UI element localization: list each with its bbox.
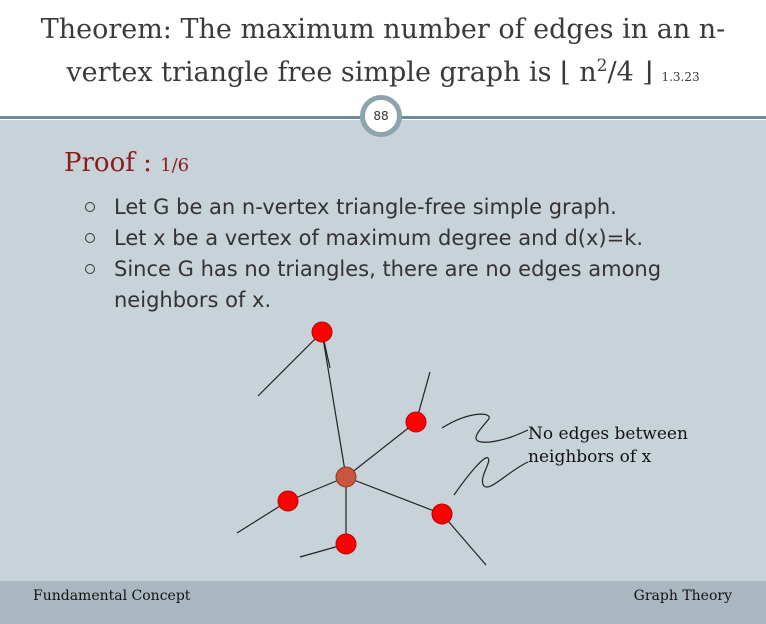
theorem-reference: 1.3.23: [661, 70, 700, 84]
annotation-line-1: No edges between: [528, 424, 688, 444]
title-line-2-end: /4 ⌋: [607, 57, 653, 88]
proof-label: Proof :: [64, 148, 161, 178]
edge: [346, 477, 442, 514]
edge: [258, 332, 322, 396]
neighbor-vertex: [312, 322, 332, 342]
neighbor-vertex: [278, 491, 298, 511]
neighbor-vertex: [336, 534, 356, 554]
graph-annotation: [528, 423, 688, 469]
center-vertex-x: [336, 467, 356, 487]
annotation-line-2: neighbors of x: [528, 447, 652, 467]
bullet-text: Since G has no triangles, there are no edges among neighbors of x.: [114, 257, 662, 312]
annotation-arrow: [454, 458, 528, 495]
edge: [322, 332, 346, 477]
footer-left-label: Fundamental Concept: [33, 588, 191, 604]
title-superscript: 2: [596, 56, 608, 76]
bullet-text: Let G be an n-vertex triangle-free simple graph.: [114, 195, 617, 219]
title-line-1: Theorem: The maximum number of edges in an n-: [40, 14, 726, 45]
page-number-badge: 88: [360, 95, 402, 137]
proof-step: 1/6: [160, 155, 190, 176]
neighbor-vertex: [406, 412, 426, 432]
title-line-2-text: vertex triangle free simple graph is ⌊ n: [66, 57, 597, 88]
annotation-arrow: [442, 414, 528, 442]
footer-right-label: Graph Theory: [633, 588, 732, 604]
bullet-text: Let x be a vertex of maximum degree and d(x)=k.: [114, 226, 644, 250]
edge: [346, 422, 416, 477]
neighbor-vertex: [432, 504, 452, 524]
